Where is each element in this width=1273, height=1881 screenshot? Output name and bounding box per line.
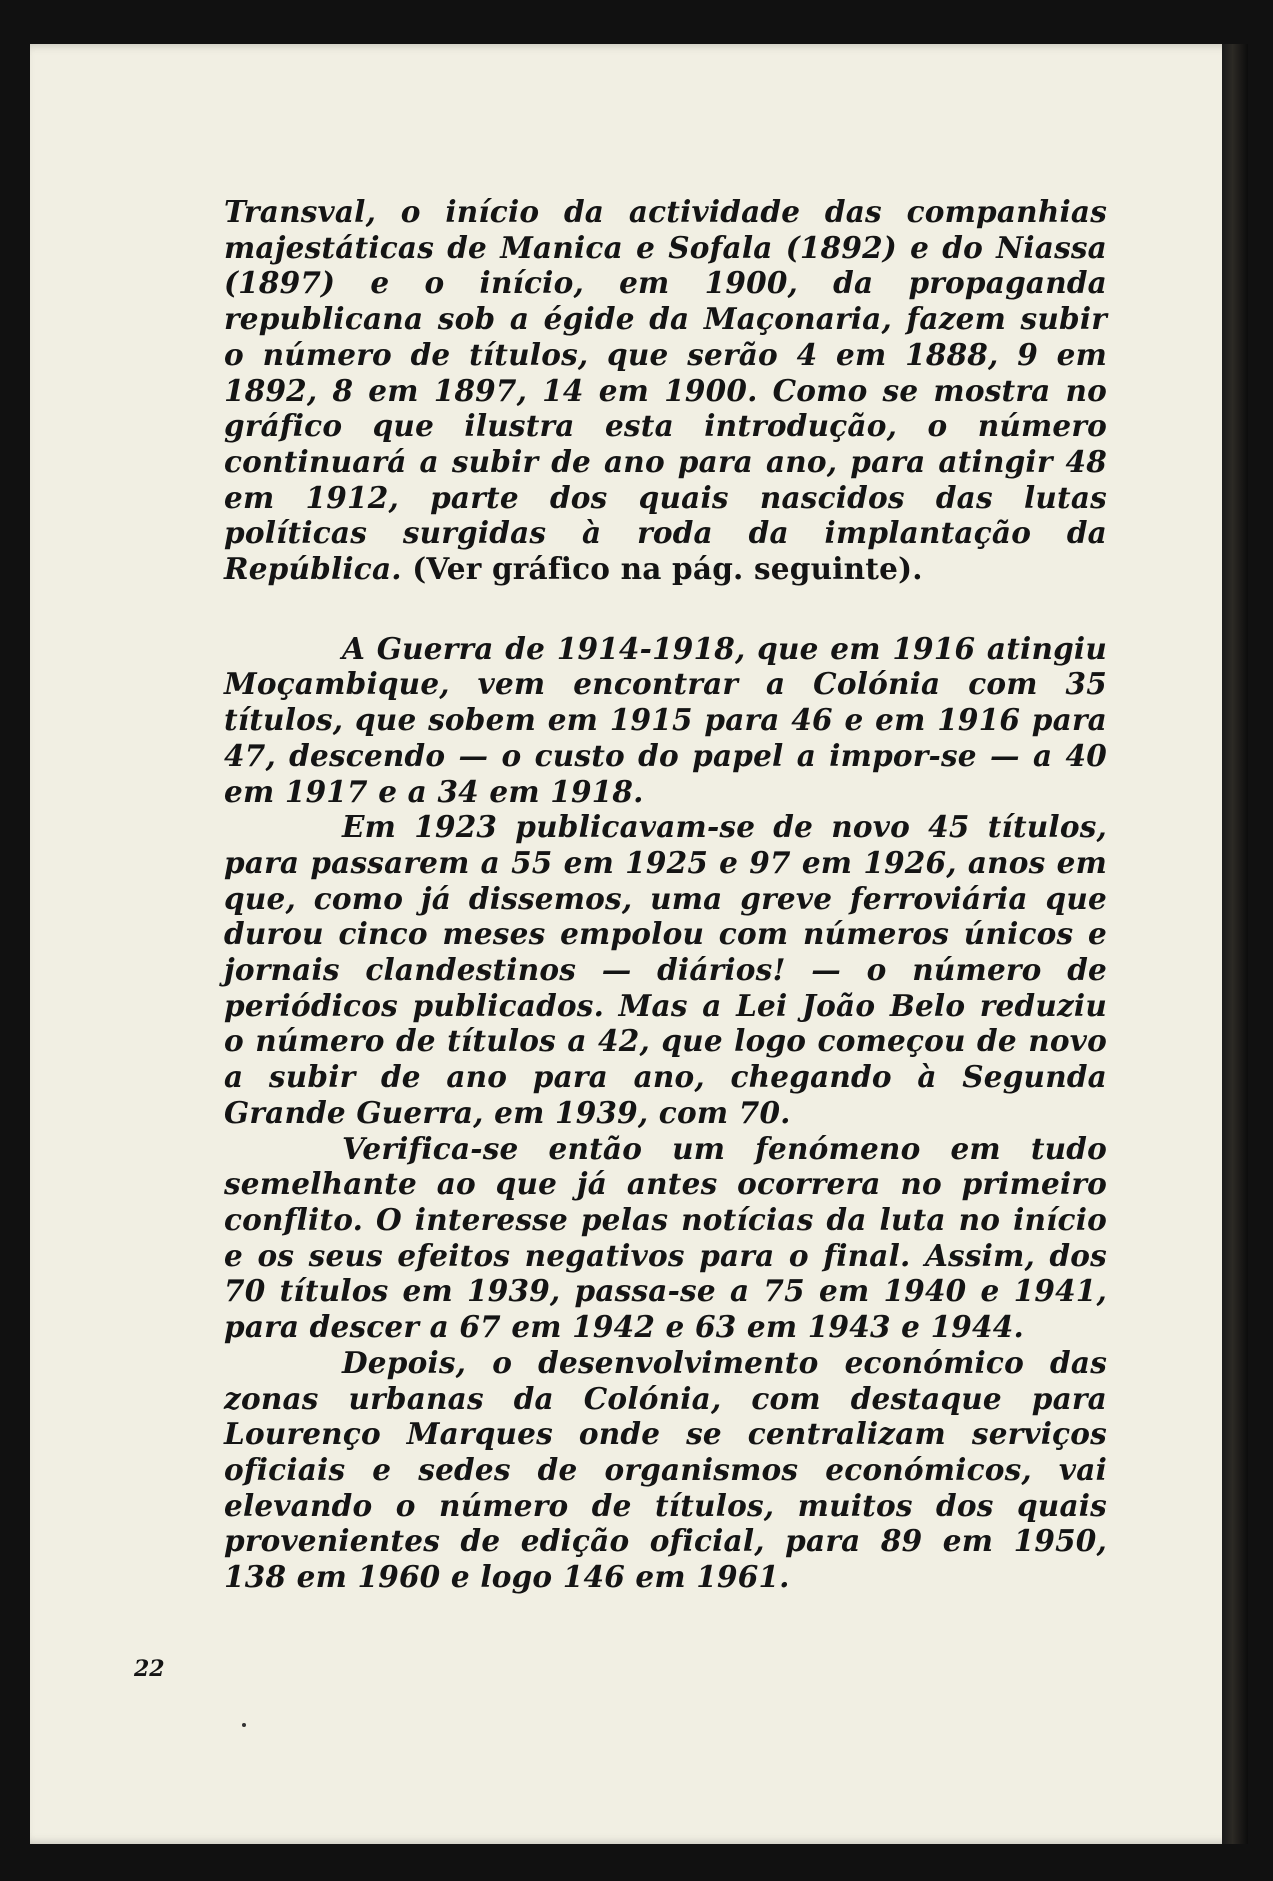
paragraph-1: [224, 194, 1107, 587]
page-binding-edge: [1222, 44, 1248, 1844]
paragraph-4: Verifica-se então um fenómeno em tudo semelhante ao que já antes ocorrera no primeiro conflito. O interesse pelas notícias da luta no início e os seus efeitos negativos para o final. Assim, dos 70 títulos em 1939, passa-se a 75 em 1940 e 1941, para descer a 67 em 1942 e 63 em 1943 e 1944.: [224, 1130, 1107, 1345]
paragraph-1-tail: (Ver gráfico na pág. seguinte).: [401, 551, 923, 587]
paragraph-3: Em 1923 publicavam-se de novo 45 títulos, para passarem a 55 em 1925 e 97 em 1926, anos em que, como já dissemos, uma greve ferroviária que durou cinco meses empolou com números únicos e jornais clandestinos — diários! — o número de periódicos publicados. Mas a Lei João Belo reduziu o número de títulos a 42, que logo começou de novo a subir de ano para ano, chegando à Segunda Grande Guerra, em 1939, com 70.: [224, 809, 1107, 1130]
paragraph-1-text: Transval, o início da actividade das companhias majestáticas de Manica e Sofala (1892) e do Niassa (1897) e o início, em 1900, da propaganda republicana sob a égide da Maçonaria, fazem subir o número de títulos, que serão 4 em 1888, 9 em 1892, 8 em 1897, 14 em 1900. Como se mostra no gráfico que ilustra esta introdução, o número continuará a subir de ano para ano, para atingir 48 em 1912, parte dos quais nascidos das lutas políticas surgidas à roda da implantação da República.: [224, 194, 1107, 587]
paragraph-2: A Guerra de 1914-1918, que em 1916 atingiu Moçambique, vem encontrar a Colónia com 35 títulos, que sobem em 1915 para 46 e em 1916 para 47, descendo — o custo do papel a impor-se — a 40 em 1917 e a 34 em 1918.: [224, 630, 1107, 809]
paper-speck: [242, 1723, 246, 1727]
page-number: 22: [134, 1656, 165, 1682]
body-text: [224, 194, 1107, 1595]
book-page: [30, 44, 1248, 1844]
paragraph-5: Depois, o desenvolvimento económico das zonas urbanas da Colónia, com destaque para Lourenço Marques onde se centralizam serviços oficiais e sedes de organismos económicos, vai elevando o número de títulos, muitos dos quais provenientes de edição oficial, para 89 em 1950, 138 em 1960 e logo 146 em 1961.: [224, 1344, 1107, 1595]
